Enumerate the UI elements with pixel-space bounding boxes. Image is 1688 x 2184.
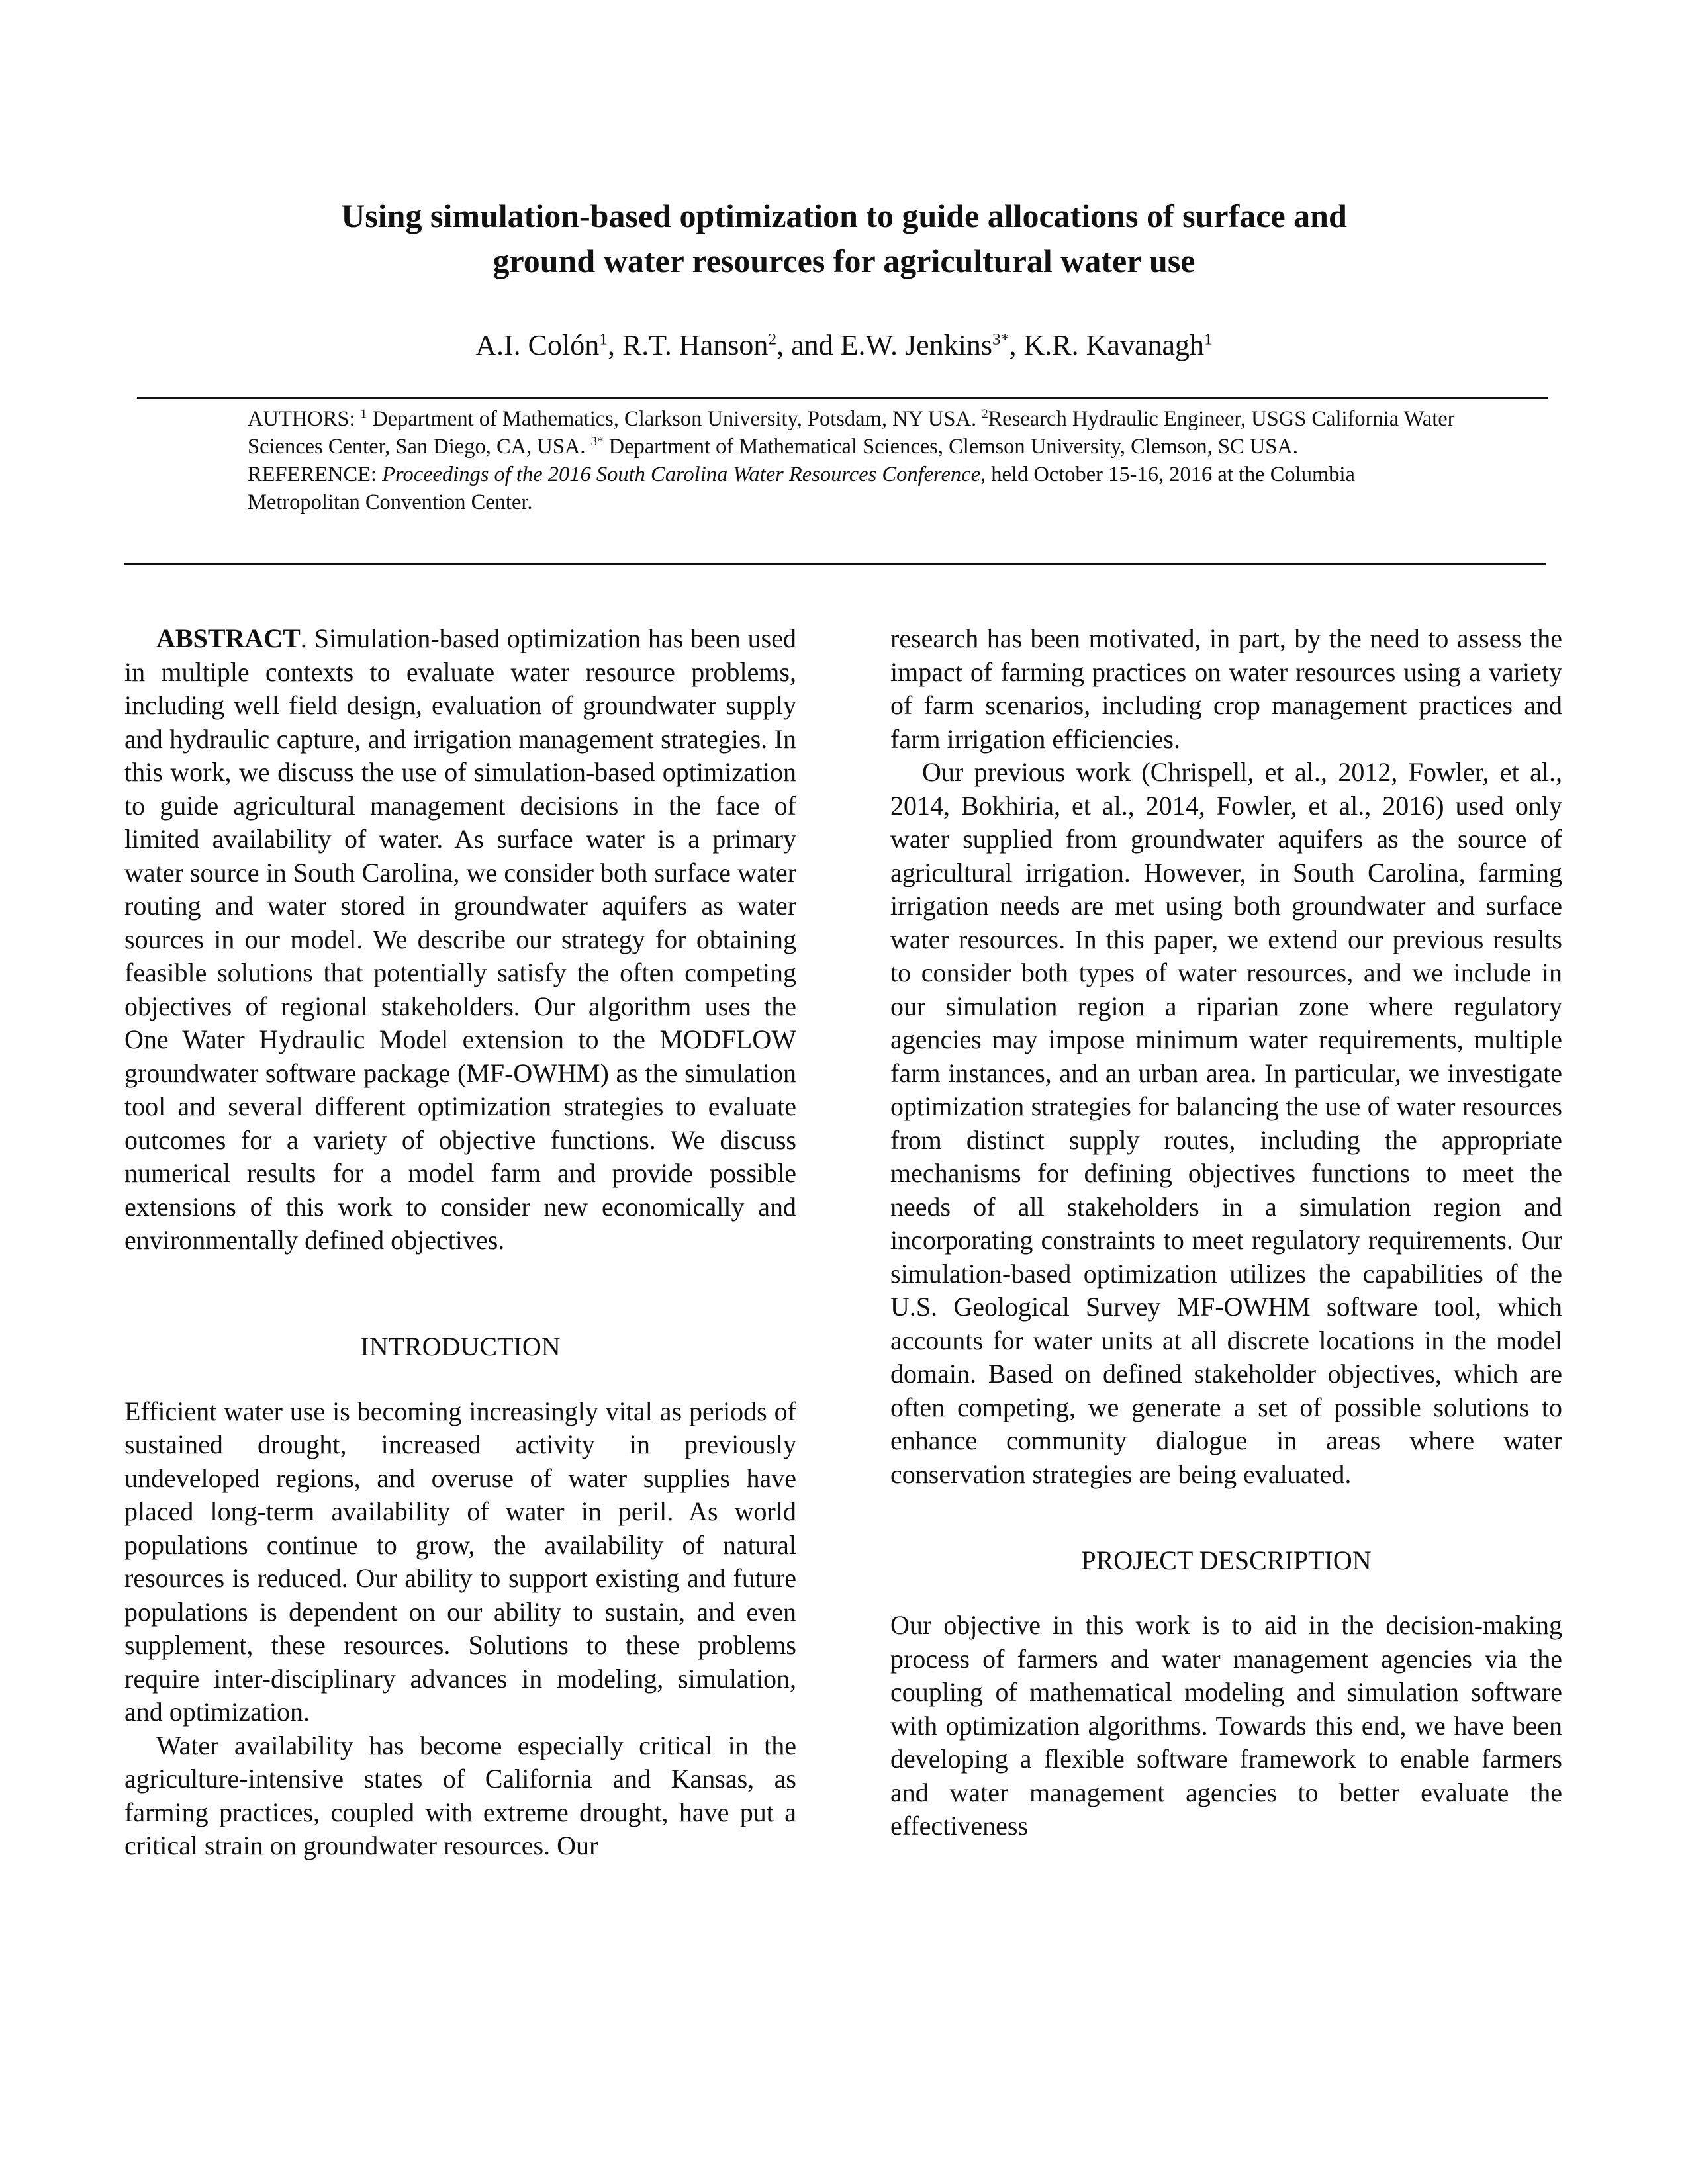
author-name: R.T. Hanson — [622, 329, 769, 361]
author-affiliation-mark: 3* — [992, 329, 1009, 349]
author-name: E.W. Jenkins — [840, 329, 993, 361]
introduction-paragraph-1: Efficient water use is becoming increasingly vital as periods of sustained drought, increased activity in previously undeveloped regions, and overuse of water supplies have placed long-term availability of water in peril. As world populations continue to grow, the availability of natural resources is reduced. Our ability to support existing and future populations is dependent on our ability to sustain, and even supplement, these resources. Solutions to these problems require inter-disciplinary advances in modeling, simulation, and optimization. — [124, 1396, 796, 1727]
introduction-paragraph-2-continued: research has been motivated, in part, by the need to assess the impact of farming practices on water resources using a variety of farm scenarios, including crop management practices and farm irrigation efficiencies. — [890, 623, 1562, 754]
author-affiliation-mark: 2 — [768, 329, 777, 349]
author-name: A.I. Colón — [475, 329, 600, 361]
right-column — [890, 622, 1562, 1843]
left-column — [124, 622, 796, 1863]
affiliation-mark: 2 — [982, 407, 988, 422]
abstract-label: ABSTRACT — [156, 623, 301, 653]
author-list — [165, 326, 1523, 365]
author-separator: , — [607, 329, 622, 361]
affiliation-mark: 1 — [360, 407, 367, 422]
project-description-heading: PROJECT DESCRIPTION — [1081, 1545, 1372, 1575]
affiliation-text: Department of Mathematics, Clarkson University, Potsdam, NY USA. — [367, 407, 982, 431]
author-separator: , and — [776, 329, 841, 361]
reference-details: , held October 15-16, 2016 at the Columbia Metropolitan Convention Center. — [248, 463, 1355, 514]
author-affiliation-mark: 1 — [1204, 329, 1213, 349]
header-divider-top — [137, 397, 1548, 399]
affiliation-text: Research Hydraulic Engineer, USGS California Water Sciences Center, San Diego, CA, USA. — [248, 407, 1455, 459]
project-description-paragraph-1: Our objective in this work is to aid in the decision-making process of farmers and water management agencies via the coupling of mathematical modeling and simulation software with optimization algorithms. Towards this end, we have been developing a flexible software framework to enable farmers and water management agencies to better evaluate the effectiveness — [890, 1610, 1562, 1841]
author-name: K.R. Kavanagh — [1023, 329, 1205, 361]
affiliation-text: Department of Mathematical Sciences, Clemson University, Clemson, SC USA. — [603, 435, 1298, 459]
abstract-paragraph — [124, 622, 796, 1257]
author-affiliation-mark: 1 — [599, 329, 608, 349]
header-divider-bottom — [124, 563, 1546, 565]
affiliation-mark: 3* — [590, 435, 604, 449]
reference — [248, 461, 1459, 516]
paper-title — [165, 193, 1523, 283]
introduction-paragraph-2-start: Water availability has become especially critical in the agriculture-intensive states of California and Kansas, as farming practices, coupled with extreme drought, have put a critical strain on groundwater resources. Our — [124, 1730, 796, 1860]
affiliations-label: AUTHORS: — [248, 407, 361, 431]
reference-label: REFERENCE: — [248, 463, 383, 486]
introduction-paragraph-3: Our previous work (Chrispell, et al., 2012, Fowler, et al., 2014, Bokhiria, et al., 2014, Fowler, et al., 2016) used only water supplied from groundwater aquifers as the source of agricultural irrigation. However, in South Carolina, farming irrigation needs are met using both groundwater and surface water resources. In this paper, we extend our previous results to consider both types of water resources, and we include in our simulation region a riparian zone where regulatory agencies may impose minimum water requirements, multiple farm instances, and an urban area. In particular, we investigate optimization strategies for balancing the use of water resources from distinct supply routes, including the appropriate mechanisms for defining objectives functions to meet the needs of all stakeholders in a simulation region and incorporating constraints to meet regulatory requirements. Our simulation-based optimization utilizes the capabilities of the U.S. Geological Survey MF-OWHM software tool, which accounts for water units at all discrete locations in the model domain. Based on defined stakeholder objectives, which are often competing, we generate a set of possible solutions to enhance community dialogue in areas where water conservation strategies are being evaluated. — [890, 757, 1562, 1489]
affiliations — [248, 405, 1459, 461]
author-separator: , — [1009, 329, 1024, 361]
title-line-1: Using simulation-based optimization to guide allocations of surface and — [341, 197, 1347, 234]
author-meta-block — [248, 405, 1459, 516]
abstract-punctuation: . — [300, 623, 307, 653]
title-line-2: ground water resources for agricultural water use — [492, 242, 1196, 279]
reference-proceedings: Proceedings of the 2016 South Carolina Water Resources Conference — [382, 463, 980, 486]
abstract-text: Simulation-based optimization has been used in multiple contexts to evaluate water resource problems, including well field design, evaluation of groundwater supply and hydraulic capture, and irrigation management strategies. In this work, we discuss the use of simulation-based optimization to guide agricultural management decisions in the face of limited availability of water. As surface water is a primary water source in South Carolina, we consider both surface water routing and water stored in groundwater aquifers as water sources in our model. We describe our strategy for obtaining feasible solutions that potentially satisfy the often competing objectives of regional stakeholders. Our algorithm uses the One Water Hydraulic Model extension to the MODFLOW groundwater software package (MF-OWHM) as the simulation tool and several different optimization strategies to evaluate outcomes for a variety of objective functions. We discuss numerical results for a model farm and provide possible extensions of this work to consider new economically and environmentally defined objectives. — [124, 623, 796, 1255]
introduction-heading: INTRODUCTION — [360, 1331, 561, 1361]
